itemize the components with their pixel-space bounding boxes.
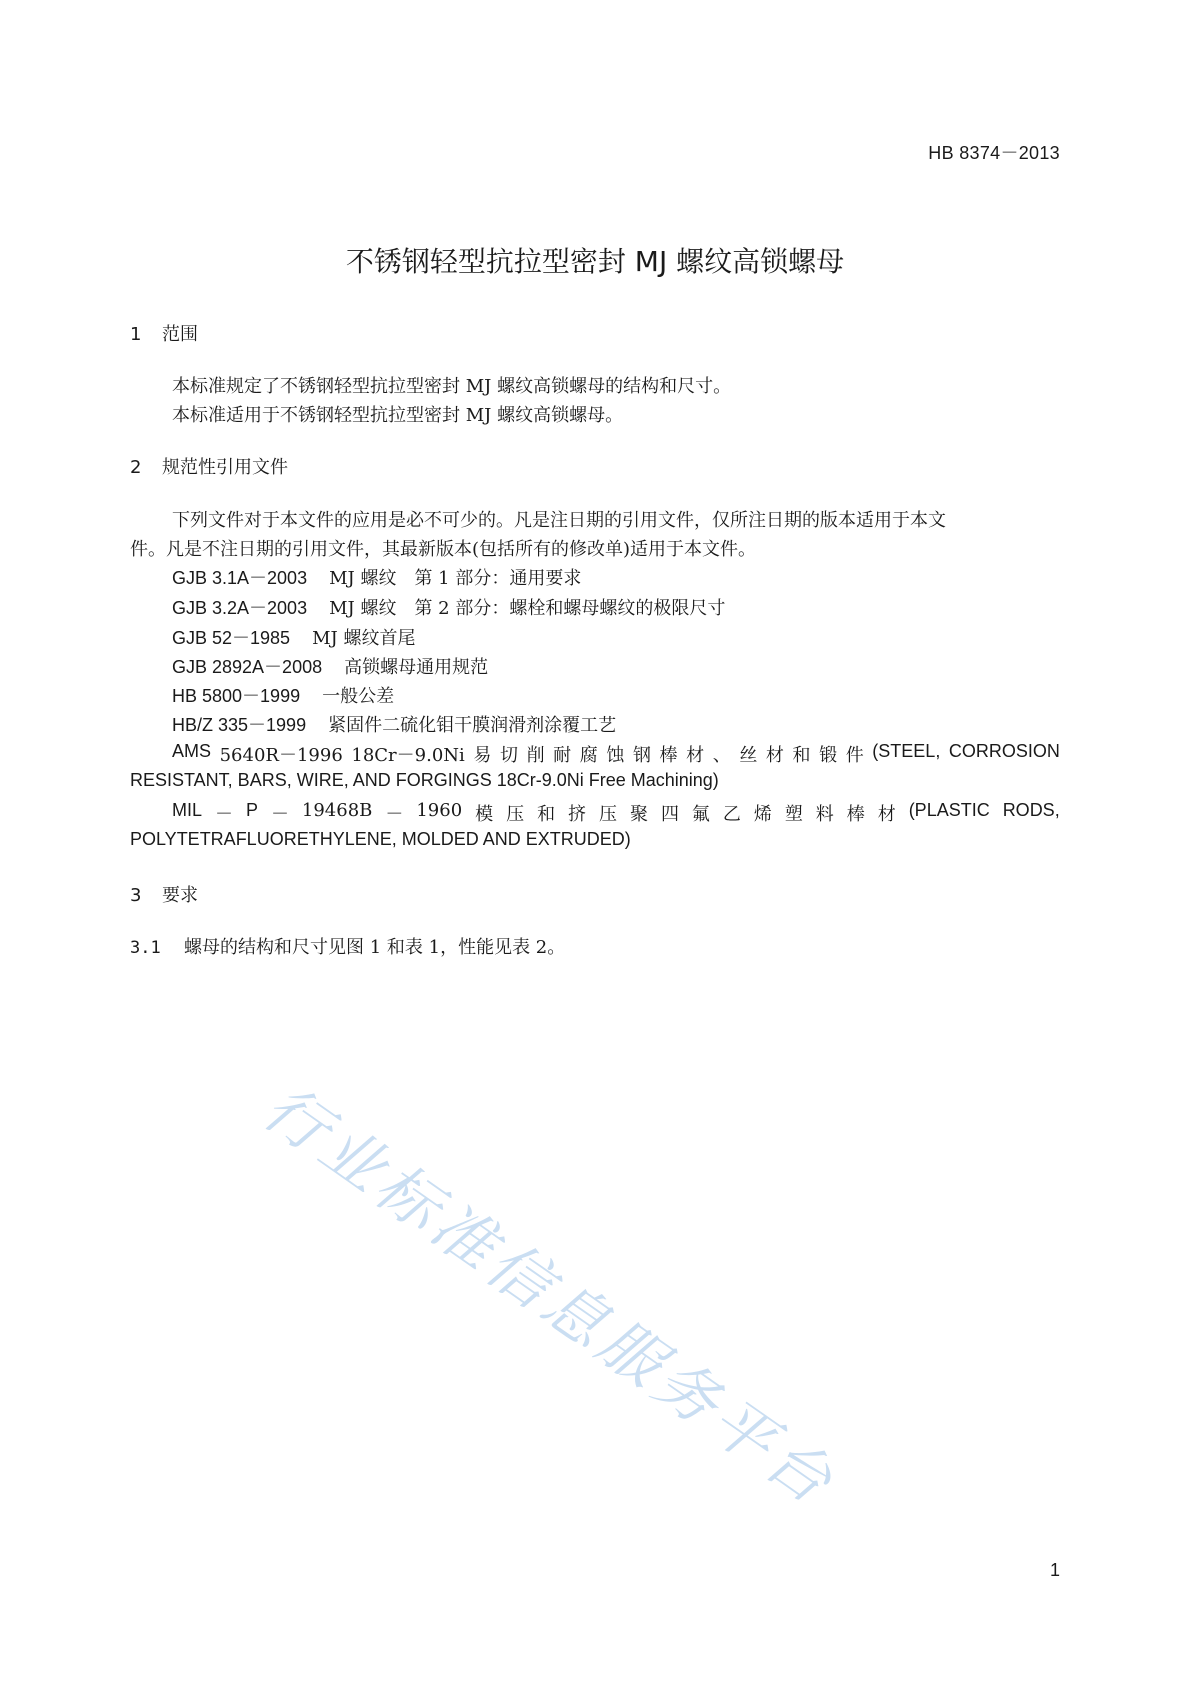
- reference-ams-line-2: RESISTANT, BARS, WIRE, AND FORGINGS 18Cr-9.0Ni Free Machining): [130, 770, 719, 790]
- ams-token: 蚀: [606, 745, 625, 766]
- reference-item: [172, 624, 415, 650]
- ams-token: 5640R－1996: [219, 745, 343, 766]
- reference-title: 紧固件二硫化钼干膜润滑剂涂覆工艺: [328, 715, 617, 736]
- mil-token: 压: [506, 804, 525, 825]
- reference-code: GJB 3.1A－2003: [172, 568, 308, 588]
- reference-title: MJ 螺纹 第 1 部分：通用要求: [329, 568, 582, 589]
- reference-code: GJB 3.2A－2003: [172, 598, 308, 618]
- reference-item: [172, 653, 488, 679]
- reference-code: GJB 2892A－2008: [172, 657, 323, 677]
- mil-token: 塑: [784, 804, 803, 825]
- section-title: 要求: [162, 885, 198, 906]
- ams-token: 18Cr－9.0Ni: [351, 745, 465, 766]
- reference-code: HB 5800－1999: [172, 686, 301, 706]
- mil-token: 模: [475, 804, 494, 825]
- references-intro-line-2: 件。凡是不注日期的引用文件，其最新版本(包括所有的修改单)适用于本文件。: [130, 539, 757, 560]
- ams-token: 削: [526, 745, 545, 766]
- ams-token: CORROSION: [948, 741, 1060, 761]
- mil-token: －: [385, 804, 404, 825]
- ams-token: 腐: [579, 745, 598, 766]
- section-number: 1: [130, 324, 142, 345]
- ams-token: 耐: [553, 745, 572, 766]
- scope-paragraph-1: 本标准规定了不锈钢轻型抗拉型密封 MJ 螺纹高锁螺母的结构和尺寸。: [172, 376, 732, 397]
- ams-token: AMS: [172, 741, 212, 761]
- ams-token: 易: [473, 745, 492, 766]
- references-intro-line-1: 下列文件对于本文件的应用是必不可少的。凡是注日期的引用文件，仅所注日期的版本适用于本文: [172, 510, 946, 531]
- mil-token: 19468B: [301, 800, 373, 821]
- clause-number: 3.1: [130, 938, 161, 958]
- mil-token: P: [245, 800, 258, 820]
- ams-token: 钢: [632, 745, 651, 766]
- reference-title: MJ 螺纹 第 2 部分：螺栓和螺母螺纹的极限尺寸: [329, 598, 726, 619]
- clause-3-1: [130, 933, 565, 959]
- section-number: 3: [130, 885, 142, 906]
- mil-token: 聚: [629, 804, 648, 825]
- section-3-heading: [130, 881, 198, 907]
- scope-paragraph-2: 本标准适用于不锈钢轻型抗拉型密封 MJ 螺纹高锁螺母。: [172, 405, 624, 426]
- section-title: 规范性引用文件: [162, 457, 288, 478]
- document-code: HB 8374－2013: [928, 143, 1060, 163]
- ams-token: 丝: [739, 745, 758, 766]
- mil-token: 棒: [846, 804, 865, 825]
- reference-item: [172, 711, 616, 737]
- document-title: 不锈钢轻型抗拉型密封 MJ 螺纹高锁螺母: [345, 245, 845, 278]
- page-number: 1: [1049, 1560, 1060, 1580]
- ams-token: 和: [792, 745, 811, 766]
- mil-token: 材: [877, 804, 896, 825]
- ams-token: 棒: [659, 745, 678, 766]
- section-2-heading: [130, 453, 288, 479]
- section-1-heading: [130, 320, 198, 346]
- clause-text: 螺母的结构和尺寸见图 1 和表 1，性能见表 2。: [184, 937, 566, 958]
- mil-token: 和: [537, 804, 556, 825]
- section-number: 2: [130, 457, 142, 478]
- mil-token: 烯: [753, 804, 772, 825]
- reference-code: GJB 52－1985: [172, 628, 291, 648]
- mil-token: MIL: [172, 800, 203, 820]
- reference-item: [172, 682, 394, 708]
- mil-token: 料: [815, 804, 834, 825]
- reference-mil-line-1: [172, 800, 1060, 826]
- mil-token: －: [214, 804, 233, 825]
- reference-title: MJ 螺纹首尾: [312, 628, 416, 649]
- mil-token: 氟: [691, 804, 710, 825]
- ams-token: 、: [712, 745, 731, 766]
- reference-code: HB/Z 335－1999: [172, 715, 307, 735]
- reference-item: [172, 564, 581, 590]
- mil-token: RODS,: [1002, 800, 1060, 820]
- mil-token: (PLASTIC: [908, 800, 990, 820]
- mil-token: 四: [660, 804, 679, 825]
- mil-token: 挤: [568, 804, 587, 825]
- reference-title: 一般公差: [322, 686, 395, 707]
- ams-token: 材: [765, 745, 784, 766]
- ams-token: (STEEL,: [872, 741, 941, 761]
- ams-token: 件: [845, 745, 864, 766]
- mil-token: 压: [599, 804, 617, 825]
- reference-title: 高锁螺母通用规范: [344, 657, 489, 678]
- reference-item: [172, 594, 725, 620]
- section-title: 范围: [162, 324, 198, 345]
- ams-token: 材: [686, 745, 705, 766]
- watermark-text: 行业标准信息服务平台: [250, 1070, 850, 1521]
- mil-token: 1960: [416, 800, 463, 821]
- mil-token: －: [270, 804, 289, 825]
- ams-token: 切: [499, 745, 518, 766]
- reference-mil-line-2: POLYTETRAFLUORETHYLENE, MOLDED AND EXTRUDED): [130, 829, 631, 849]
- ams-token: 锻: [819, 745, 838, 766]
- reference-ams-line-1: [172, 741, 1060, 767]
- mil-token: 乙: [722, 804, 741, 825]
